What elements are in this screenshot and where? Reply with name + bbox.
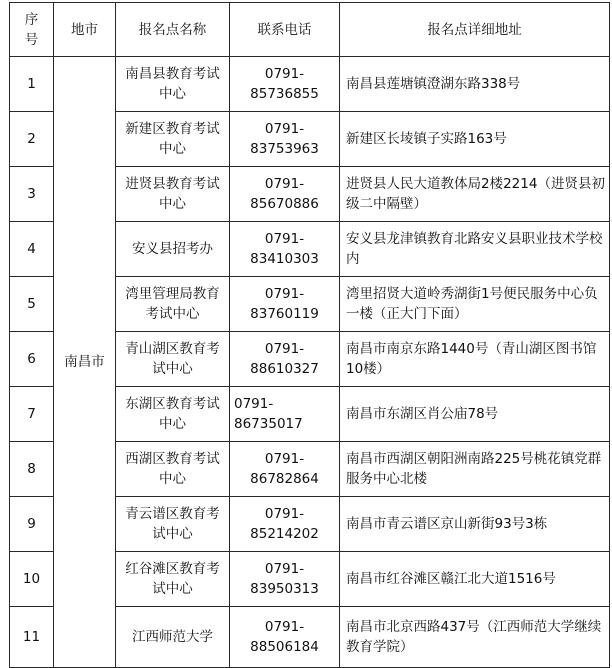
cell-site-name: 红谷滩区教育考 试中心 [116, 552, 230, 607]
cell-seq: 4 [10, 222, 54, 277]
cell-phone: 0791- 86735017 [230, 387, 340, 442]
cell-seq: 3 [10, 167, 54, 222]
cell-phone: 0791- 86782864 [230, 442, 340, 497]
cell-seq: 8 [10, 442, 54, 497]
cell-phone: 0791- 83410303 [230, 222, 340, 277]
cell-seq: 11 [10, 607, 54, 668]
header-city: 地市 [54, 3, 116, 57]
cell-phone: 0791- 88506184 [230, 607, 340, 668]
cell-address: 进贤县人民大道教体局2楼2214（进贤县初级二中隔壁） [340, 167, 610, 222]
cell-site-name: 进贤县教育考试 中心 [116, 167, 230, 222]
cell-site-name: 青山湖区教育考 试中心 [116, 332, 230, 387]
cell-address: 南昌市南京东路1440号（青山湖区图书馆10楼） [340, 332, 610, 387]
header-phone: 联系电话 [230, 3, 340, 57]
cell-site-name: 湾里管理局教育 考试中心 [116, 277, 230, 332]
header-address: 报名点详细地址 [340, 3, 610, 57]
cell-phone: 0791- 85670886 [230, 167, 340, 222]
cell-seq: 5 [10, 277, 54, 332]
cell-site-name: 南昌县教育考试 中心 [116, 57, 230, 112]
cell-phone: 0791- 88610327 [230, 332, 340, 387]
cell-phone: 0791- 83950313 [230, 552, 340, 607]
cell-phone: 0791- 83760119 [230, 277, 340, 332]
cell-site-name: 青云谱区教育考 试中心 [116, 497, 230, 552]
cell-site-name: 新建区教育考试 中心 [116, 112, 230, 167]
cell-address: 南昌市北京西路437号（江西师范大学继续教育学院） [340, 607, 610, 668]
cell-seq: 9 [10, 497, 54, 552]
table-header-row [10, 3, 610, 57]
cell-address: 南昌市东湖区肖公庙78号 [340, 387, 610, 442]
cell-site-name: 东湖区教育考试 中心 [116, 387, 230, 442]
header-site-name: 报名点名称 [116, 3, 230, 57]
cell-address: 安义县龙津镇教育北路安义县职业技术学校内 [340, 222, 610, 277]
cell-site-name: 安义县招考办 [116, 222, 230, 277]
cell-address: 新建区长堎镇子实路163号 [340, 112, 610, 167]
cell-address: 湾里招贤大道岭秀湖街1号便民服务中心负一楼（正大门下面） [340, 277, 610, 332]
cell-seq: 6 [10, 332, 54, 387]
cell-address: 南昌县莲塘镇澄湖东路338号 [340, 57, 610, 112]
header-seq: 序 号 [10, 3, 54, 57]
cell-city: 南昌市 [54, 57, 116, 668]
cell-seq: 7 [10, 387, 54, 442]
registration-sites-table [9, 2, 610, 668]
table-row [10, 57, 610, 112]
cell-phone: 0791- 85214202 [230, 497, 340, 552]
cell-site-name: 西湖区教育考试 中心 [116, 442, 230, 497]
cell-address: 南昌市红谷滩区赣江北大道1516号 [340, 552, 610, 607]
cell-address: 南昌市西湖区朝阳洲南路225号桃花镇党群服务中心北楼 [340, 442, 610, 497]
cell-phone: 0791- 83753963 [230, 112, 340, 167]
cell-seq: 2 [10, 112, 54, 167]
cell-address: 南昌市青云谱区京山新街93号3栋 [340, 497, 610, 552]
cell-phone: 0791- 85736855 [230, 57, 340, 112]
cell-site-name: 江西师范大学 [116, 607, 230, 668]
cell-seq: 1 [10, 57, 54, 112]
cell-seq: 10 [10, 552, 54, 607]
